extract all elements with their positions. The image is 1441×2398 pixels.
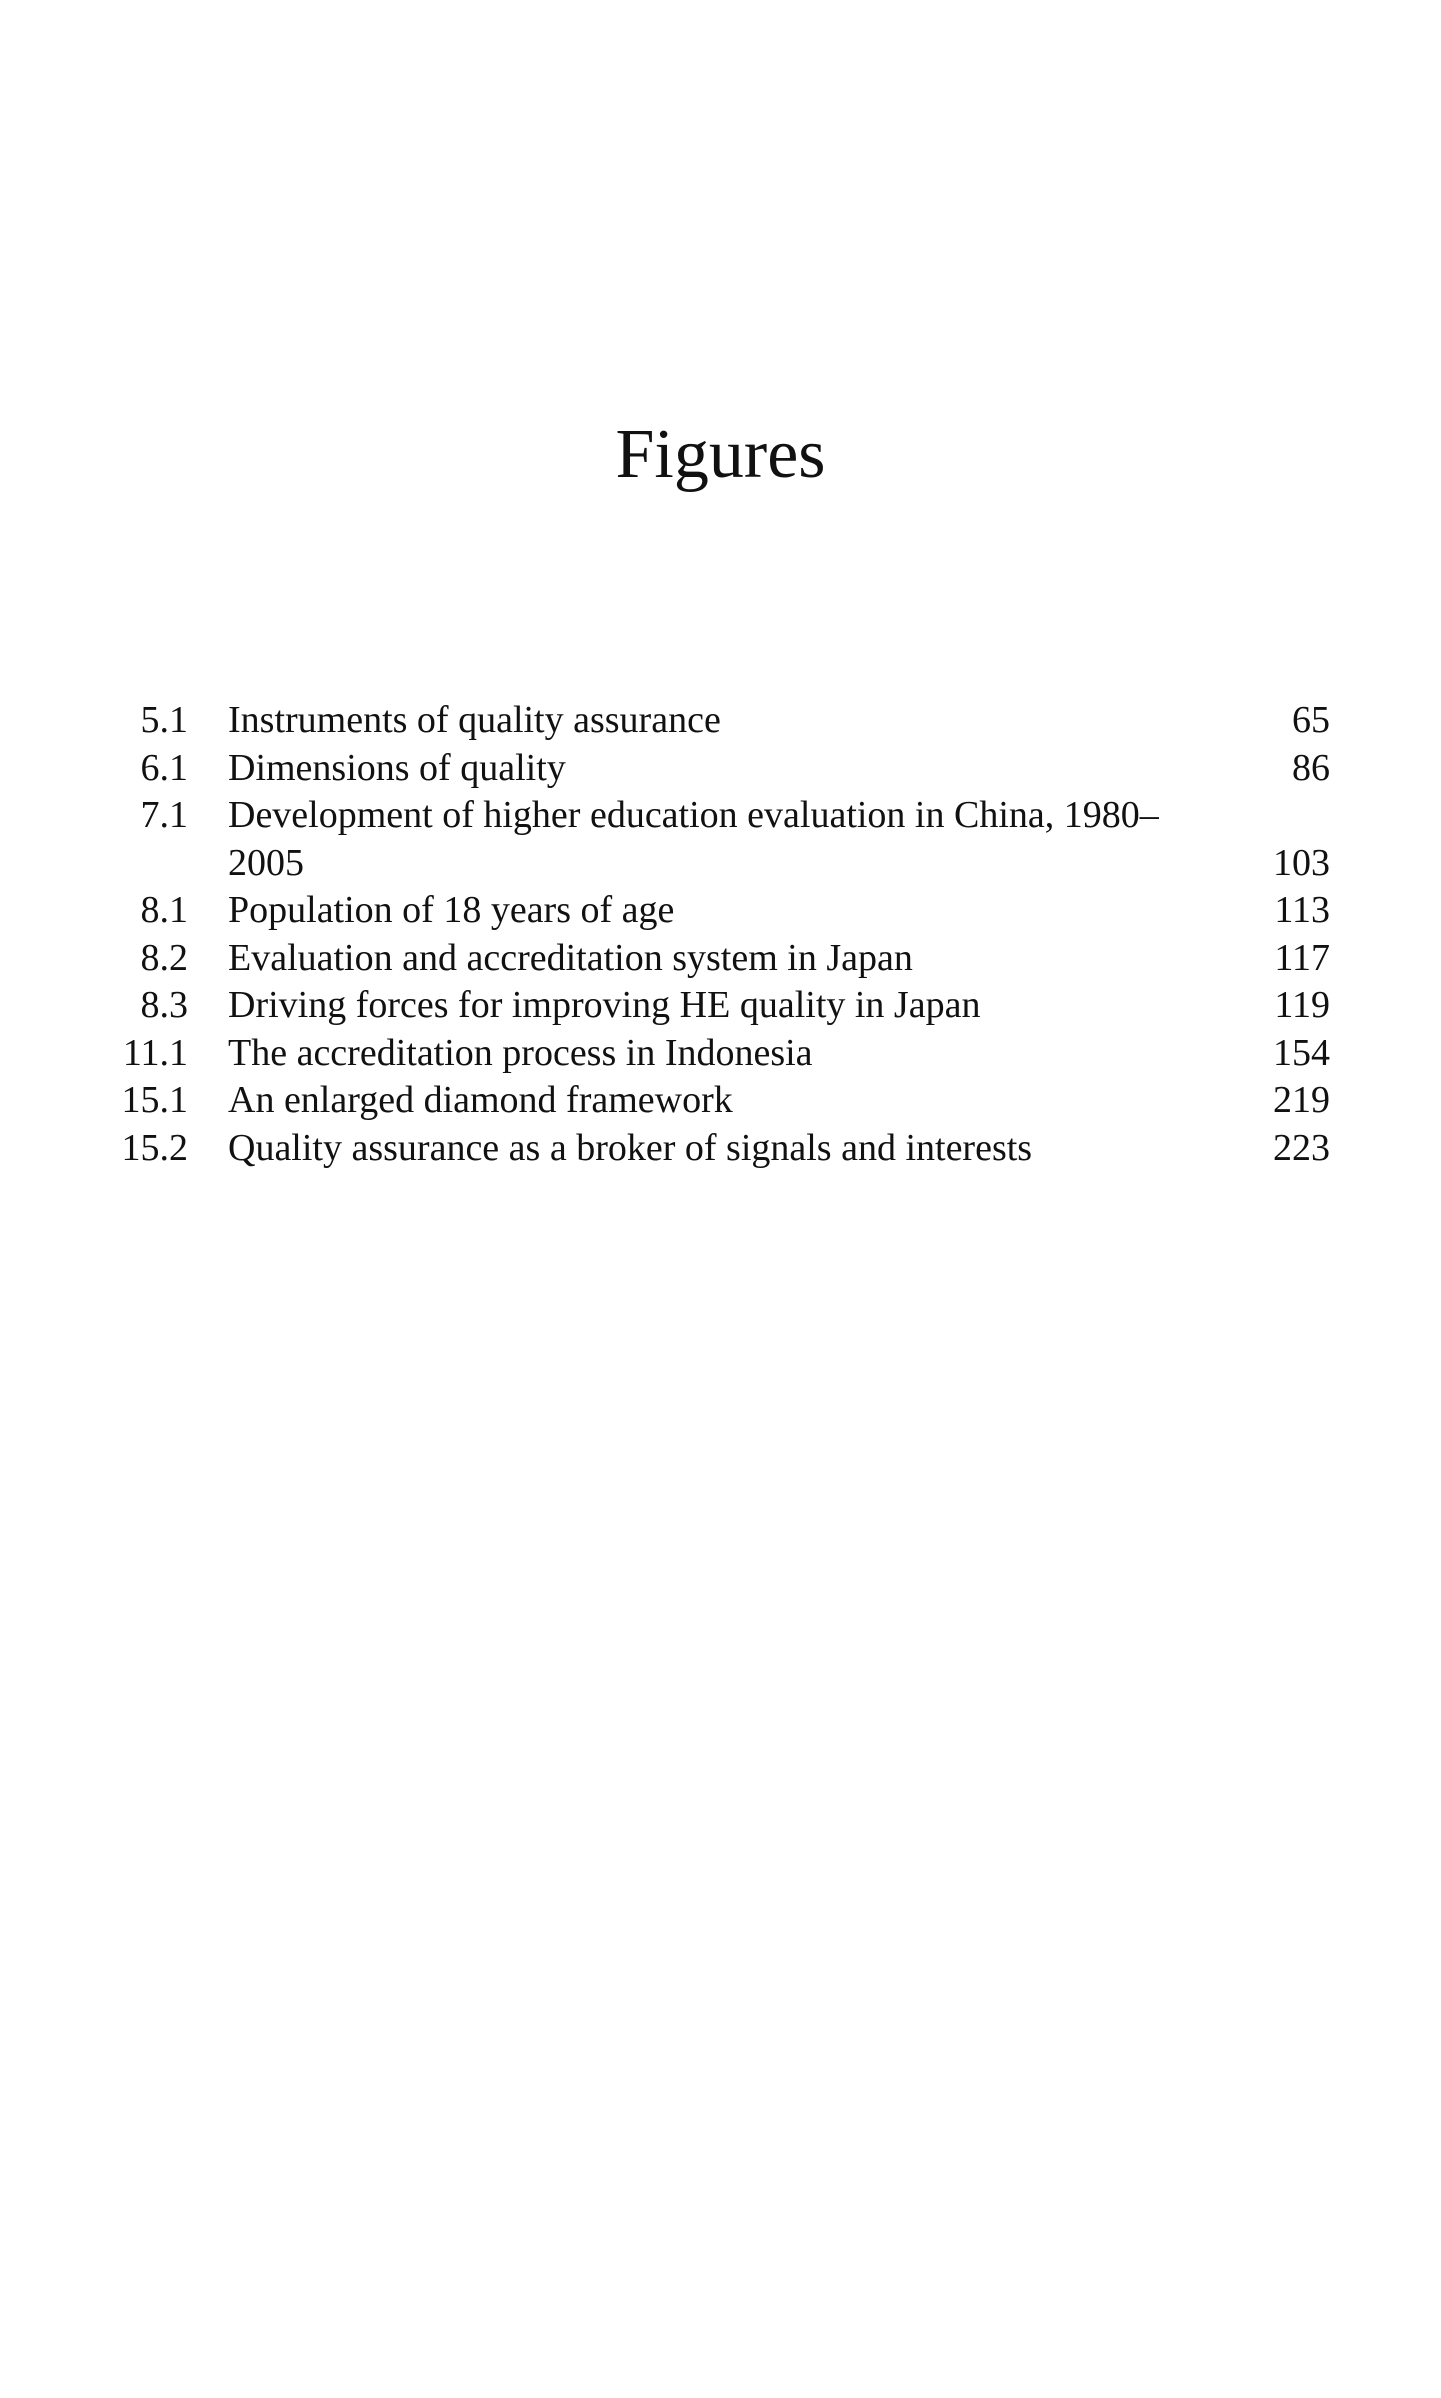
figure-entry — [110, 745, 1330, 793]
figure-entry — [110, 887, 1330, 935]
figure-entry — [110, 1077, 1330, 1125]
figure-title: Instruments of quality assurance — [228, 699, 721, 741]
figure-page-number: 86 — [1292, 746, 1330, 789]
figure-number: 8.2 — [140, 936, 188, 979]
figure-number: 15.1 — [121, 1079, 188, 1121]
figure-number: 5.1 — [140, 699, 188, 741]
figure-list — [110, 697, 1330, 1172]
figure-entry — [110, 1030, 1330, 1078]
figure-page-number: 117 — [1274, 936, 1330, 979]
figure-number: 7.1 — [140, 794, 188, 836]
figure-title: Dimensions of quality — [228, 746, 566, 789]
figure-page-number: 223 — [1273, 1126, 1330, 1169]
figure-title: Driving forces for improving HE quality in Japan — [228, 984, 981, 1026]
figure-entry — [110, 697, 1330, 745]
figure-entry — [110, 982, 1330, 1030]
figure-page-number: 113 — [1274, 889, 1330, 931]
figure-page-number: 154 — [1273, 1031, 1330, 1074]
figure-page-number: 65 — [1292, 699, 1330, 741]
figure-title: Development of higher education evaluation in China, 1980–2005 — [228, 794, 1159, 884]
figure-number: 15.2 — [121, 1126, 188, 1169]
figure-title: The accreditation process in Indonesia — [228, 1031, 813, 1074]
figure-number: 11.1 — [122, 1031, 188, 1074]
page-title: Figures — [615, 416, 826, 493]
figure-entry — [110, 792, 1330, 887]
figure-entry — [110, 935, 1330, 983]
figure-page-number: 119 — [1274, 984, 1330, 1026]
figure-page-number: 103 — [1273, 841, 1330, 884]
figure-title: Quality assurance as a broker of signals and interests — [228, 1126, 1033, 1169]
figure-title: Population of 18 years of age — [228, 889, 675, 931]
figure-title: An enlarged diamond framework — [228, 1079, 733, 1121]
figure-title: Evaluation and accreditation system in Japan — [228, 936, 913, 979]
figure-page-number: 219 — [1273, 1079, 1330, 1121]
figure-entry — [110, 1125, 1330, 1173]
figure-number: 6.1 — [140, 746, 188, 789]
figure-number: 8.1 — [140, 889, 188, 931]
figure-number: 8.3 — [140, 984, 188, 1026]
